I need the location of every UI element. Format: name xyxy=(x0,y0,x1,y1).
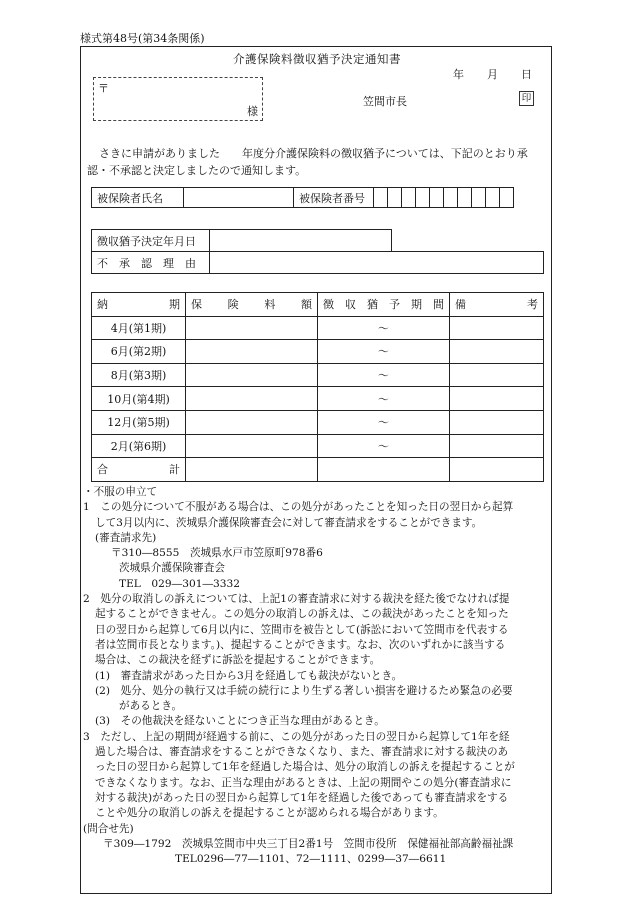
insured-number-digit[interactable] xyxy=(430,188,444,208)
period-cell: 6月(第2期) xyxy=(92,340,186,364)
note-text: 対する裁決)があった日の翌日から起算して1年を経過した後であっても審査請求をする xyxy=(95,791,509,804)
remarks-cell[interactable] xyxy=(450,434,544,458)
form-number: 様式第48号(第34条関係) xyxy=(80,32,205,45)
header-premium xyxy=(186,293,318,317)
note-text: 2 処分の取消しの訴えについては、上記1の審査請求に対する裁決を経た後でなければ提 xyxy=(83,593,510,606)
note-text: 1 この処分について不服がある場合は、この処分があったことを知った日の翌日から起算 xyxy=(83,501,514,514)
note-text: 〒310―8555 茨城県水戸市笠原町978番6 xyxy=(111,547,323,560)
insured-number-digit[interactable] xyxy=(486,188,500,208)
contact-address: 〒309―1792 茨城県笠間市中央三丁目2番1号 笠間市役所 保健福祉部高齢福祉課 xyxy=(103,837,514,850)
total-remarks-cell[interactable] xyxy=(450,458,544,482)
note-text: (審査請求先) xyxy=(95,531,157,544)
table-row xyxy=(92,340,544,364)
table-row xyxy=(92,410,544,434)
premium-cell[interactable] xyxy=(186,316,318,340)
note-text: った日の翌日から起算して1年を経過した場合は、処分の取消しの訴えを提起することが xyxy=(95,761,515,774)
note-text: ことや処分の取消しの訴えを提起することが認められる場合があります。 xyxy=(95,807,444,820)
note-text: 者は笠間市長となります。)、提起することができます。なお、次のいずれかに該当する xyxy=(95,638,506,651)
total-premium-cell[interactable] xyxy=(186,458,318,482)
header-period-char: 納 xyxy=(97,298,108,312)
insured-number-digit[interactable] xyxy=(374,188,388,208)
remarks-cell[interactable] xyxy=(450,410,544,434)
note-text: 3 ただし、上記の期間が経過する前に、この処分があった日の翌日から起算して1年を経 xyxy=(83,730,510,743)
insured-number-digit[interactable] xyxy=(402,188,416,208)
note-text: (3) その他裁決を経ないことにつき正当な理由があるとき。 xyxy=(95,715,385,728)
table-row xyxy=(92,316,544,340)
header-remarks-char: 備 xyxy=(455,298,466,312)
header-premium-char: 険 xyxy=(227,298,239,312)
deferral-cell[interactable]: ～ xyxy=(318,434,450,458)
contact-phone: TEL0296―77―1101、72―1111、0299―37―6611 xyxy=(175,853,447,866)
total-label-char: 合 xyxy=(97,463,108,477)
note-text: TEL 029―301―3332 xyxy=(119,577,241,590)
deferral-cell[interactable]: ～ xyxy=(318,363,450,387)
header-period xyxy=(92,293,186,317)
header-deferral-char: 徴 xyxy=(323,298,334,312)
premium-cell[interactable] xyxy=(186,363,318,387)
postal-mark: 〒 xyxy=(98,82,109,95)
deferral-cell[interactable]: ～ xyxy=(318,410,450,434)
total-row xyxy=(92,458,544,482)
note-text: 茨城県介護保険審査会 xyxy=(119,562,225,575)
table-row xyxy=(92,434,544,458)
deferral-cell[interactable]: ～ xyxy=(318,387,450,411)
header-deferral-char: 予 xyxy=(389,298,400,312)
honorific: 様 xyxy=(247,105,258,118)
header-deferral-char: 猶 xyxy=(367,298,378,312)
premium-cell[interactable] xyxy=(186,340,318,364)
decision-table xyxy=(91,229,544,274)
remarks-cell[interactable] xyxy=(450,340,544,364)
note-text: 起することができません。この処分の取消しの訴えは、この裁決があったことを知った xyxy=(95,608,509,621)
table-row xyxy=(92,363,544,387)
decision-date-blank xyxy=(392,230,544,252)
insured-number-digit[interactable] xyxy=(416,188,430,208)
insured-name-field[interactable] xyxy=(184,188,294,208)
schedule-table xyxy=(91,292,544,482)
decision-date-field[interactable] xyxy=(210,230,392,252)
note-text: できなくなります。なお、正当な理由があるときは、上記の期間やこの処分(審査請求に xyxy=(95,776,512,789)
issuer-mayor: 笠間市長 xyxy=(363,95,407,108)
premium-cell[interactable] xyxy=(186,434,318,458)
period-cell: 10月(第4期) xyxy=(92,387,186,411)
intro-line-1: さきに申請がありました 年度分介護保険料の徴収猶予については、下記のとおり承 xyxy=(99,147,528,160)
header-period-char: 期 xyxy=(169,298,180,312)
appeal-notes xyxy=(83,485,551,867)
notice-frame xyxy=(80,46,552,894)
header-premium-char: 額 xyxy=(300,298,312,312)
deferral-cell[interactable]: ～ xyxy=(318,316,450,340)
insured-number-digit[interactable] xyxy=(472,188,486,208)
contact-heading: (問合せ先) xyxy=(83,822,134,835)
period-cell: 8月(第3期) xyxy=(92,363,186,387)
decision-date-label: 徴収猶予決定年月日 xyxy=(92,230,210,252)
deferral-cell[interactable]: ～ xyxy=(318,340,450,364)
total-label-char: 計 xyxy=(169,463,180,477)
period-cell: 4月(第1期) xyxy=(92,316,186,340)
header-deferral-char: 間 xyxy=(433,298,444,312)
header-premium-char: 料 xyxy=(264,298,276,312)
header-deferral-char: 期 xyxy=(411,298,422,312)
date-month: 月 xyxy=(487,68,498,81)
note-text: 過した場合は、審査請求をすることができなくなり、また、審査請求に対する裁決のあ xyxy=(95,746,509,759)
premium-cell[interactable] xyxy=(186,387,318,411)
premium-cell[interactable] xyxy=(186,410,318,434)
note-text: (1) 審査請求があった日から3月を経過しても裁決がないとき。 xyxy=(95,669,403,682)
insured-number-digit[interactable] xyxy=(444,188,458,208)
insured-name-label: 被保険者氏名 xyxy=(92,188,184,208)
notes-heading: ・不服の申立て xyxy=(83,486,158,498)
date-year: 年 xyxy=(453,68,464,81)
note-text: があるとき。 xyxy=(119,700,183,713)
intro-text xyxy=(87,145,549,179)
remarks-cell[interactable] xyxy=(450,316,544,340)
header-deferral-char: 収 xyxy=(345,298,356,312)
insured-number-label: 被保険者番号 xyxy=(294,188,374,208)
seal-mark: 印 xyxy=(519,91,534,106)
note-text: 場合は、この裁決を経ずに訴訟を提起することができます。 xyxy=(95,654,381,667)
intro-line-2: 認・不承認と決定しましたので通知します。 xyxy=(87,164,307,177)
table-row xyxy=(92,387,544,411)
date-day: 日 xyxy=(521,68,532,81)
header-premium-char: 保 xyxy=(191,298,202,312)
remarks-cell[interactable] xyxy=(450,387,544,411)
header-remarks xyxy=(450,293,544,317)
note-text: 日の翌日から起算して6月以内に、笠間市を被告として(訴訟において笠間市を代表する xyxy=(95,623,509,636)
remarks-cell[interactable] xyxy=(450,363,544,387)
total-label xyxy=(92,458,186,482)
note-text: して3月以内に、茨城県介護保険審査会に対して審査請求をすることができます。 xyxy=(95,516,483,529)
note-text: (2) 処分、処分の執行又は手続の続行により生ずる著しい損害を避けるため緊急の必要 xyxy=(95,684,513,697)
period-cell: 12月(第5期) xyxy=(92,410,186,434)
insured-number-digit[interactable] xyxy=(388,188,402,208)
header-remarks-char: 考 xyxy=(527,298,538,312)
reason-label: 不 承 認 理 由 xyxy=(92,252,210,274)
total-deferral-cell[interactable] xyxy=(318,458,450,482)
insured-table xyxy=(91,187,514,208)
reason-field[interactable] xyxy=(210,252,544,274)
document-title: 介護保険料徴収猶予決定通知書 xyxy=(233,52,401,66)
period-cell: 2月(第6期) xyxy=(92,434,186,458)
header-deferral xyxy=(318,293,450,317)
address-box xyxy=(93,77,263,121)
insured-number-digit[interactable] xyxy=(500,188,514,208)
insured-number-digit[interactable] xyxy=(458,188,472,208)
